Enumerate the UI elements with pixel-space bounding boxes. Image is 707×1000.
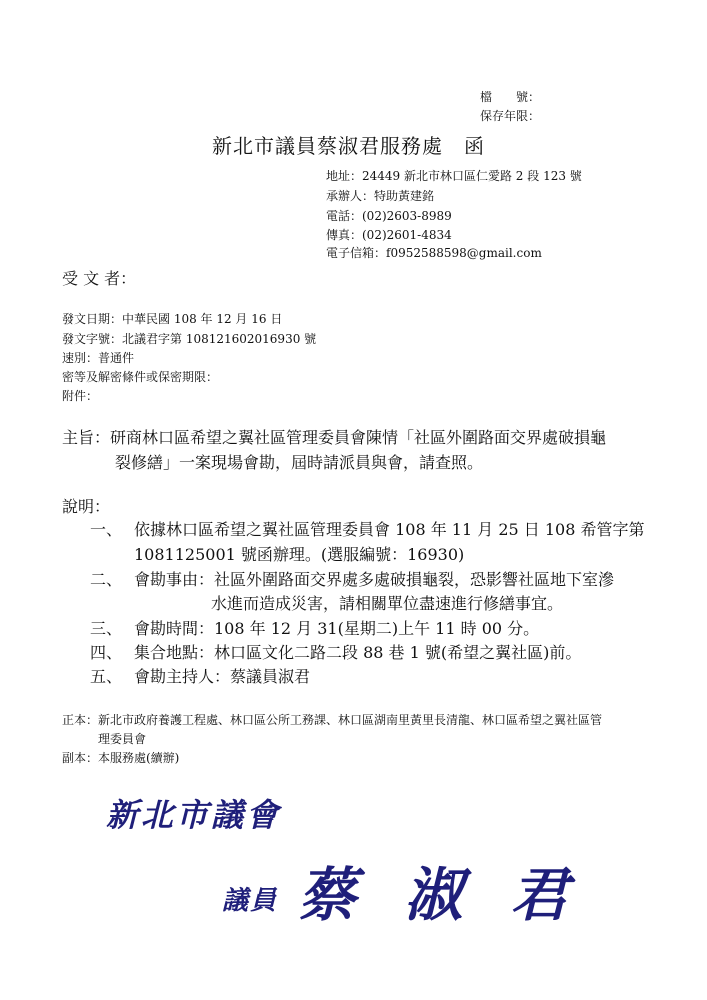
item-text: 會勘時間：108 年 12 月 31(星期二)上午 11 時 00 分。 (134, 619, 540, 638)
issue-date: 發文日期：中華民國 108 年 12 月 16 日 (62, 312, 283, 326)
councilor-name-seal: 蔡 淑 君 (298, 861, 583, 929)
subject-line-1: 主旨：研商林口區希望之翼社區管理委員會陳情「社區外圍路面交界處破損龜 (62, 428, 607, 447)
explanation-heading: 說明： (62, 497, 111, 516)
item-text: 會勘主持人：蔡議員淑君 (134, 667, 311, 686)
attachment-label: 附件： (62, 389, 99, 403)
explanation-item (62, 616, 539, 639)
contact-handler: 承辦人：特助黃建銘 (326, 189, 435, 203)
copy-recipients: 副本：本服務處(續辦) (62, 751, 180, 765)
explanation-item (62, 517, 645, 540)
recipient-label: 受 文 者： (62, 269, 137, 288)
original-recipients-continued: 理委員會 (98, 732, 147, 746)
item-text: 集合地點：林口區文化二路二段 88 巷 1 號(希望之翼社區)前。 (134, 643, 582, 662)
contact-fax: 傳真：(02)2601-4834 (326, 228, 452, 242)
file-number-label: 檔 號： (480, 90, 541, 104)
item-number: 三、 (89, 619, 122, 638)
contact-email: 電子信箱：f0952588598@gmail.com (326, 246, 542, 260)
explanation-item (62, 640, 581, 663)
council-seal-text: 新北市議會 (106, 796, 282, 834)
item-number: 一、 (89, 520, 122, 539)
item-text: 依據林口區希望之翼社區管理委員會 108 年 11 月 25 日 108 希管字第 (134, 520, 645, 539)
explanation-item (62, 664, 310, 687)
page-title: 新北市議員蔡淑君服務處 函 (212, 134, 485, 158)
item-number: 四、 (89, 643, 122, 662)
item-text-continued: 水進而造成災害，請相關單位盡速進行修繕事宜。 (211, 594, 564, 613)
original-recipients: 正本：新北市政府養護工程處、林口區公所工務課、林口區湖南里黃里長清龍、林口區希望之翼社區管 (62, 713, 603, 727)
delivery-speed: 速別：普通件 (62, 351, 135, 365)
item-text-continued: 1081125001 號函辦理。(選服編號：16930) (134, 545, 465, 564)
councilor-title-seal: 議員 (222, 886, 279, 916)
retention-label: 保存年限： (480, 109, 541, 123)
item-text: 會勘事由：社區外圍路面交界處多處破損龜裂，恐影響社區地下室滲 (134, 570, 615, 589)
item-number: 二、 (89, 570, 122, 589)
contact-address: 地址：24449 新北市林口區仁愛路 2 段 123 號 (326, 169, 582, 183)
subject-line-2: 裂修繕」一案現場會勘，屆時請派員與會，請查照。 (115, 453, 484, 472)
explanation-item (62, 567, 614, 590)
item-number: 五、 (89, 667, 122, 686)
contact-phone: 電話：(02)2603-8989 (326, 209, 452, 223)
secrecy-level: 密等及解密條件或保密期限： (62, 370, 219, 384)
document-number: 發文字號：北議君字第 108121602016930 號 (62, 332, 317, 346)
